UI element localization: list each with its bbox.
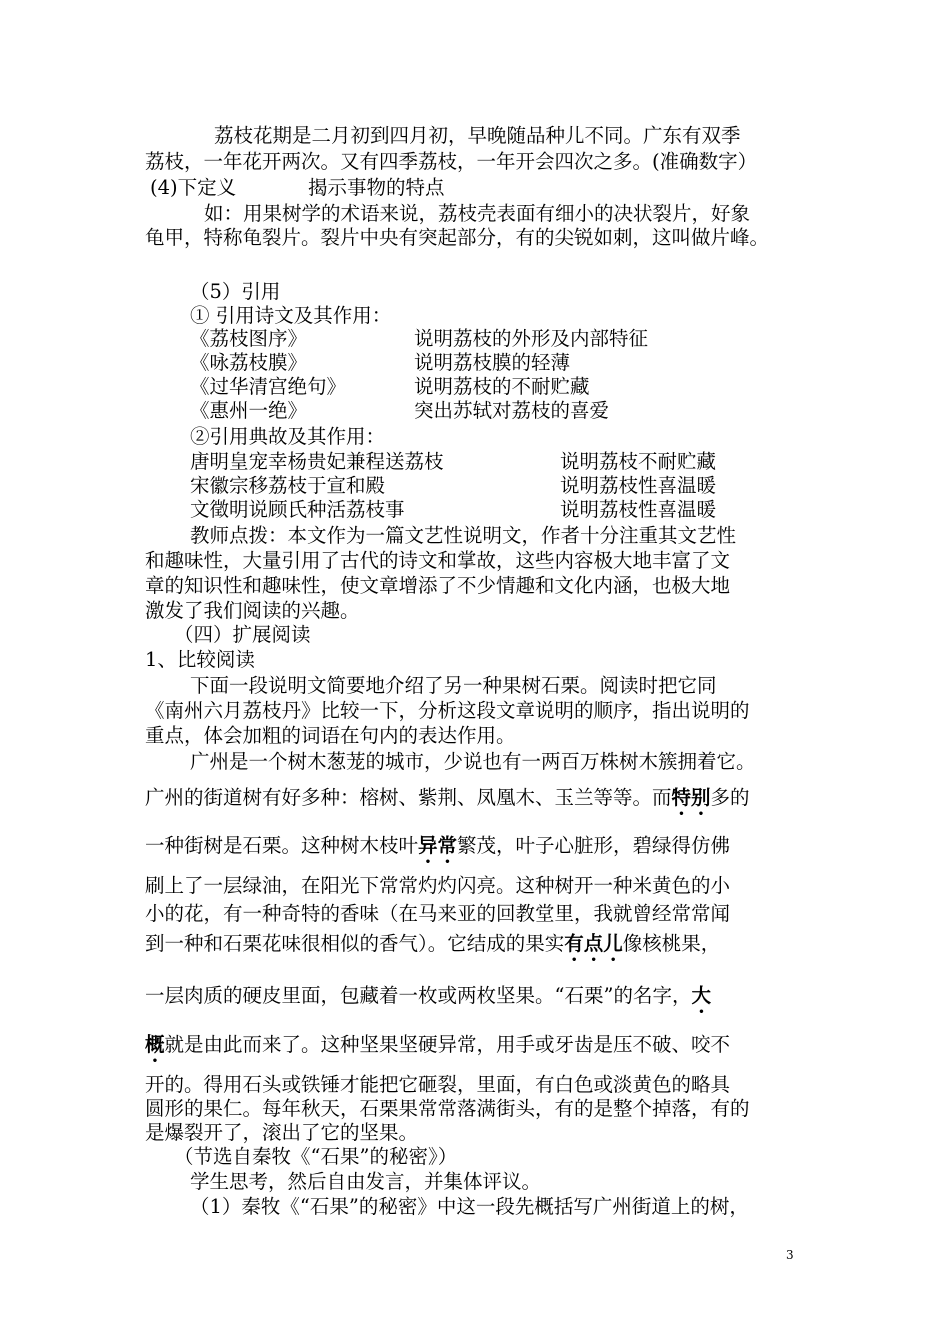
subsection-heading: ① 引用诗文及其作用： xyxy=(190,304,392,327)
text-line: 广州是一个树木葱茏的城市，少说也有一两百万株树木簇拥着它。 xyxy=(190,750,756,773)
text-line: 荔枝，一年花开两次。又有四季荔枝，一年开会四次之多。(准确数字） xyxy=(145,150,758,173)
poem-effect: 说明荔枝的外形及内部特征 xyxy=(414,327,649,350)
section-heading: （四）扩展阅读 xyxy=(174,623,311,646)
poem-title: 《荔枝图序》 xyxy=(190,327,308,350)
text-line xyxy=(145,834,730,868)
text-segment: 到一种和石栗花味很相似的香气）。它结成的果实 xyxy=(145,932,565,955)
text-segment: 繁茂，叶子心脏形，碧绿得仿佛 xyxy=(457,834,731,857)
text-line: 重点，体会加粗的词语在句内的表达作用。 xyxy=(145,724,516,747)
bold-emphasis: 大 xyxy=(691,984,711,1007)
text-line: 龟甲，特称龟裂片。裂片中央有突起部分，有的尖锐如刺，这叫做片峰。 xyxy=(145,226,770,249)
text-line: 小的花，有一种奇特的香味（在马来亚的回教堂里，我就曾经常常闻 xyxy=(145,902,731,925)
text-line: 圆形的果仁。每年秋天，石栗果常常落满街头，有的是整个掉落，有的 xyxy=(145,1097,750,1120)
poem-effect: 说明荔枝膜的轻薄 xyxy=(414,351,571,374)
text-line: 刷上了一层绿油，在阳光下常常灼灼闪亮。这种树开一种米黄色的小 xyxy=(145,874,731,897)
page-number: 3 xyxy=(786,1248,794,1262)
text-segment: 一种街树是石栗。这种树木枝叶 xyxy=(145,834,419,857)
text-line: 激发了我们阅读的兴趣。 xyxy=(145,599,360,622)
section-heading: （5）引用 xyxy=(190,280,281,303)
source-citation: （节选自秦牧《“石果”的秘密》） xyxy=(174,1145,458,1168)
allusion-effect: 说明荔枝性喜温暖 xyxy=(560,474,717,497)
bold-emphasis: 特别 xyxy=(671,786,711,809)
poem-title: 《惠州一绝》 xyxy=(190,399,308,422)
allusion-title: 文徵明说顾氏种活荔枝事 xyxy=(190,498,405,521)
section-heading: 1、比较阅读 xyxy=(145,648,255,671)
bold-emphasis: 概 xyxy=(145,1033,165,1056)
poem-effect: 突出苏轼对荔枝的喜爱 xyxy=(414,399,610,422)
bold-emphasis: 有点儿 xyxy=(564,932,623,955)
allusion-title: 唐明皇宠幸杨贵妃兼程送荔枝 xyxy=(190,450,444,473)
poem-title: 《咏荔枝膜》 xyxy=(190,351,308,374)
text-line: 是爆裂开了，滚出了它的坚果。 xyxy=(145,1121,419,1144)
allusion-title: 宋徽宗移荔枝于宣和殿 xyxy=(190,474,386,497)
text-segment: 一层肉质的硬皮里面，包藏着一枚或两枚坚果。“石栗”的名字， xyxy=(145,984,692,1007)
text-segment: 就是由此而来了。这种坚果坚硬异常，用手或牙齿是压不破、咬不 xyxy=(164,1033,731,1056)
text-line: 下面一段说明文简要地介绍了另一种果树石栗。阅读时把它同 xyxy=(190,674,717,697)
text-line: 如：用果树学的术语来说，荔枝壳表面有细小的决状裂片，好象 xyxy=(204,202,751,225)
poem-title: 《过华清宫绝句》 xyxy=(190,375,347,398)
text-line: 揭示事物的特点 xyxy=(308,176,445,199)
text-line xyxy=(145,1033,730,1067)
allusion-effect: 说明荔枝性喜温暖 xyxy=(560,498,717,521)
text-line xyxy=(145,932,720,966)
allusion-effect: 说明荔枝不耐贮藏 xyxy=(560,450,717,473)
poem-effect: 说明荔枝的不耐贮藏 xyxy=(414,375,590,398)
text-line: 学生思考，然后自由发言，并集体评议。 xyxy=(190,1170,542,1193)
text-line: 教师点拨：本文作为一篇文艺性说明文，作者十分注重其文艺性 xyxy=(190,524,737,547)
text-segment: 像核桃果， xyxy=(622,932,721,955)
bold-emphasis: 异常 xyxy=(418,834,458,857)
text-line: 荔枝花期是二月初到四月初，早晚随品种儿不同。广东有双季 xyxy=(214,124,741,147)
text-line: （1）秦牧《“石果”的秘密》中这一段先概括写广州街道上的树， xyxy=(190,1195,749,1218)
text-line: 章的知识性和趣味性，使文章增添了不少情趣和文化内涵，也极大地 xyxy=(145,574,731,597)
text-line: 《南州六月荔枝丹》比较一下，分析这段文章说明的顺序，指出说明的 xyxy=(145,699,750,722)
text-line xyxy=(145,984,711,1018)
text-line xyxy=(145,786,750,820)
text-line: 和趣味性，大量引用了古代的诗文和掌故，这些内容极大地丰富了文 xyxy=(145,549,731,572)
subsection-heading: ②引用典故及其作用： xyxy=(190,425,386,448)
text-segment: 广州的街道树有好多种：榕树、紫荆、凤凰木、玉兰等等。而 xyxy=(145,786,672,809)
text-line: (4)下定义 xyxy=(150,176,237,199)
text-line: 开的。得用石头或铁锤才能把它砸裂，里面，有白色或淡黄色的略具 xyxy=(145,1073,731,1096)
text-segment: 多的 xyxy=(710,786,750,809)
